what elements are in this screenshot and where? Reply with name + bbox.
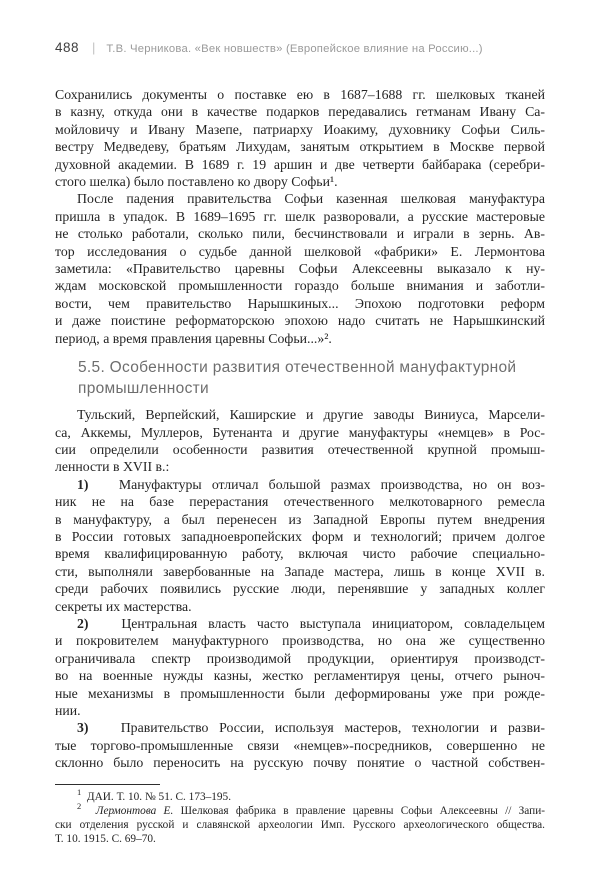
text-line: сти, выполняли завербованные на Западе мастера, лишь в конце XVII в. <box>55 563 545 579</box>
numbered-item <box>55 719 545 771</box>
text-line: ограничивала спектр производимой продукции, ориентируя производст- <box>55 650 545 666</box>
text-line: не столько работали, сколько пили, бесчинствовали и играли в зернь. Ав- <box>55 226 545 242</box>
text-line: 3) Правительство России, используя мастеров, технологии и разви- <box>77 720 545 736</box>
paragraph <box>55 406 545 476</box>
text-line: са, Аккемы, Муллеров, Бутенанта и другие мануфактуры «немцев» в Рос- <box>55 424 545 440</box>
paragraph <box>55 190 545 347</box>
item-number: 2) <box>77 615 89 631</box>
text-line: $^2$ Лермонтова Е. Шелковая фабрика в правление царевны Софьи Алексеевны // Запи- <box>77 801 546 817</box>
numbered-item <box>55 476 545 615</box>
text-line: в казну, откуда они в качестве подарков передавались гетманам Ивану Са- <box>55 104 545 120</box>
text-line: $^1$ ДАИ. Т. 10. № 51. С. 173–195. <box>77 786 232 803</box>
text-line: тор исследования о судьбе данной шелковой «фабрики» Е. Лермонтова <box>55 243 545 259</box>
text-line: заметила: «Правительство царевны Софьи Алексеевны выказало к ну- <box>55 261 545 277</box>
page-header <box>55 40 545 55</box>
text-line: склонно было переносить на русскую почву понятие о частной собствен- <box>55 755 545 771</box>
paragraph <box>55 86 545 190</box>
text-line: и покровителем мануфактурного производства, но она же существенно <box>55 633 545 649</box>
text-line: время квалифицированную работу, включая чисто рабочие специально- <box>55 546 545 562</box>
text-line: Сохранились документы о поставке ею в 1687–1688 гг. шелковых тканей <box>55 87 545 102</box>
section-heading <box>78 358 545 399</box>
text-line: Т. 10. 1915. С. 69–70. <box>55 833 156 846</box>
text-line: секреты их мастерства. <box>55 598 192 614</box>
text-line: вости, чем правительство Нарышкиных... Эпохою подготовки реформ <box>55 295 545 311</box>
text-line: стого шелка) было поставлено ко двору Софьи¹. <box>55 174 338 190</box>
text-line: в мануфактуру, а был перенесен из Западной Европы путем внедрения <box>55 511 545 527</box>
text-line: сии определили особенности развития отечественной крупной промыш- <box>55 441 545 457</box>
text-line: во на военные нужды казны, жестко регламентируя цены, отчего рыноч- <box>55 668 545 684</box>
text-line: тые торгово-промышленные связи «немцев»-посредников, совершенно не <box>55 737 545 753</box>
text-line: Тульский, Верпейский, Каширские и другие заводы Виниуса, Марсели- <box>77 407 545 423</box>
text-line: пришла в упадок. В 1689–1695 гг. шелк разворовали, а русские мастеровые <box>55 208 545 224</box>
running-title: Т.В. Черникова. «Век новшеств» (Европейское влияние на Россию...) <box>106 43 483 55</box>
text-line: ждам московской промышленности гораздо больше внимания и заботли- <box>55 278 545 294</box>
header-separator: | <box>92 40 96 55</box>
text-line: и даже поистине реформаторскою эпохою надо считать не Нарышкинский <box>55 313 545 329</box>
text-line: промышленности <box>78 379 209 397</box>
footnote-marker: 2 <box>77 801 82 812</box>
text-line: среди рабочих появились русские люди, перенявшие у западных коллег <box>55 581 545 597</box>
text-line: мойловичу и Ивану Мазепе, патриарху Иоакиму, духовнику Софьи Силь- <box>55 121 545 137</box>
text-line: После падения правительства Софьи казенная шелковая мануфактура <box>77 191 545 207</box>
footnote-author-italic: Лермонтова Е. <box>95 804 174 817</box>
footnote-marker: 1 <box>77 786 82 797</box>
text-line: ник не на базе перерастания отечественного мелкотоварного ремесла <box>55 494 545 510</box>
text-line: 2) Центральная власть часто выступала инициатором, совладельцем <box>77 615 545 631</box>
footnote <box>55 786 545 804</box>
numbered-item <box>55 615 545 719</box>
text-line: 5.5. Особенности развития отечественной мануфактурной <box>78 359 517 377</box>
text-line: духовной академии. В 1689 г. 19 аршин и две четверти байбарака (серебри- <box>55 156 545 172</box>
text-line: нии. <box>55 703 81 718</box>
text-line: ленности в XVII в.: <box>55 459 170 475</box>
text-line: вестру Медведеву, братьям Лихудам, занятым открытием в Москве первой <box>55 139 545 155</box>
page-number: 488 <box>55 40 80 55</box>
text-line: ные механизмы в промышленности были деформированы уже при рожде- <box>55 685 545 701</box>
text-line: период, а время правления царевны Софьи...»². <box>55 330 332 346</box>
text-body <box>55 86 545 772</box>
text-line: ски отделения русской и славянской археологии Имп. Русского археологического общества. <box>55 819 545 832</box>
text-line: 1) Мануфактуры отличал большой размах производства, но он воз- <box>77 476 545 492</box>
item-number: 3) <box>77 720 89 736</box>
footnotes <box>55 786 546 847</box>
footnote <box>55 801 546 847</box>
text-line: в России готовых западноевропейских форм и технологий; причем долгое <box>55 528 545 544</box>
item-number: 1) <box>77 476 89 492</box>
footnote-rule <box>55 784 160 785</box>
